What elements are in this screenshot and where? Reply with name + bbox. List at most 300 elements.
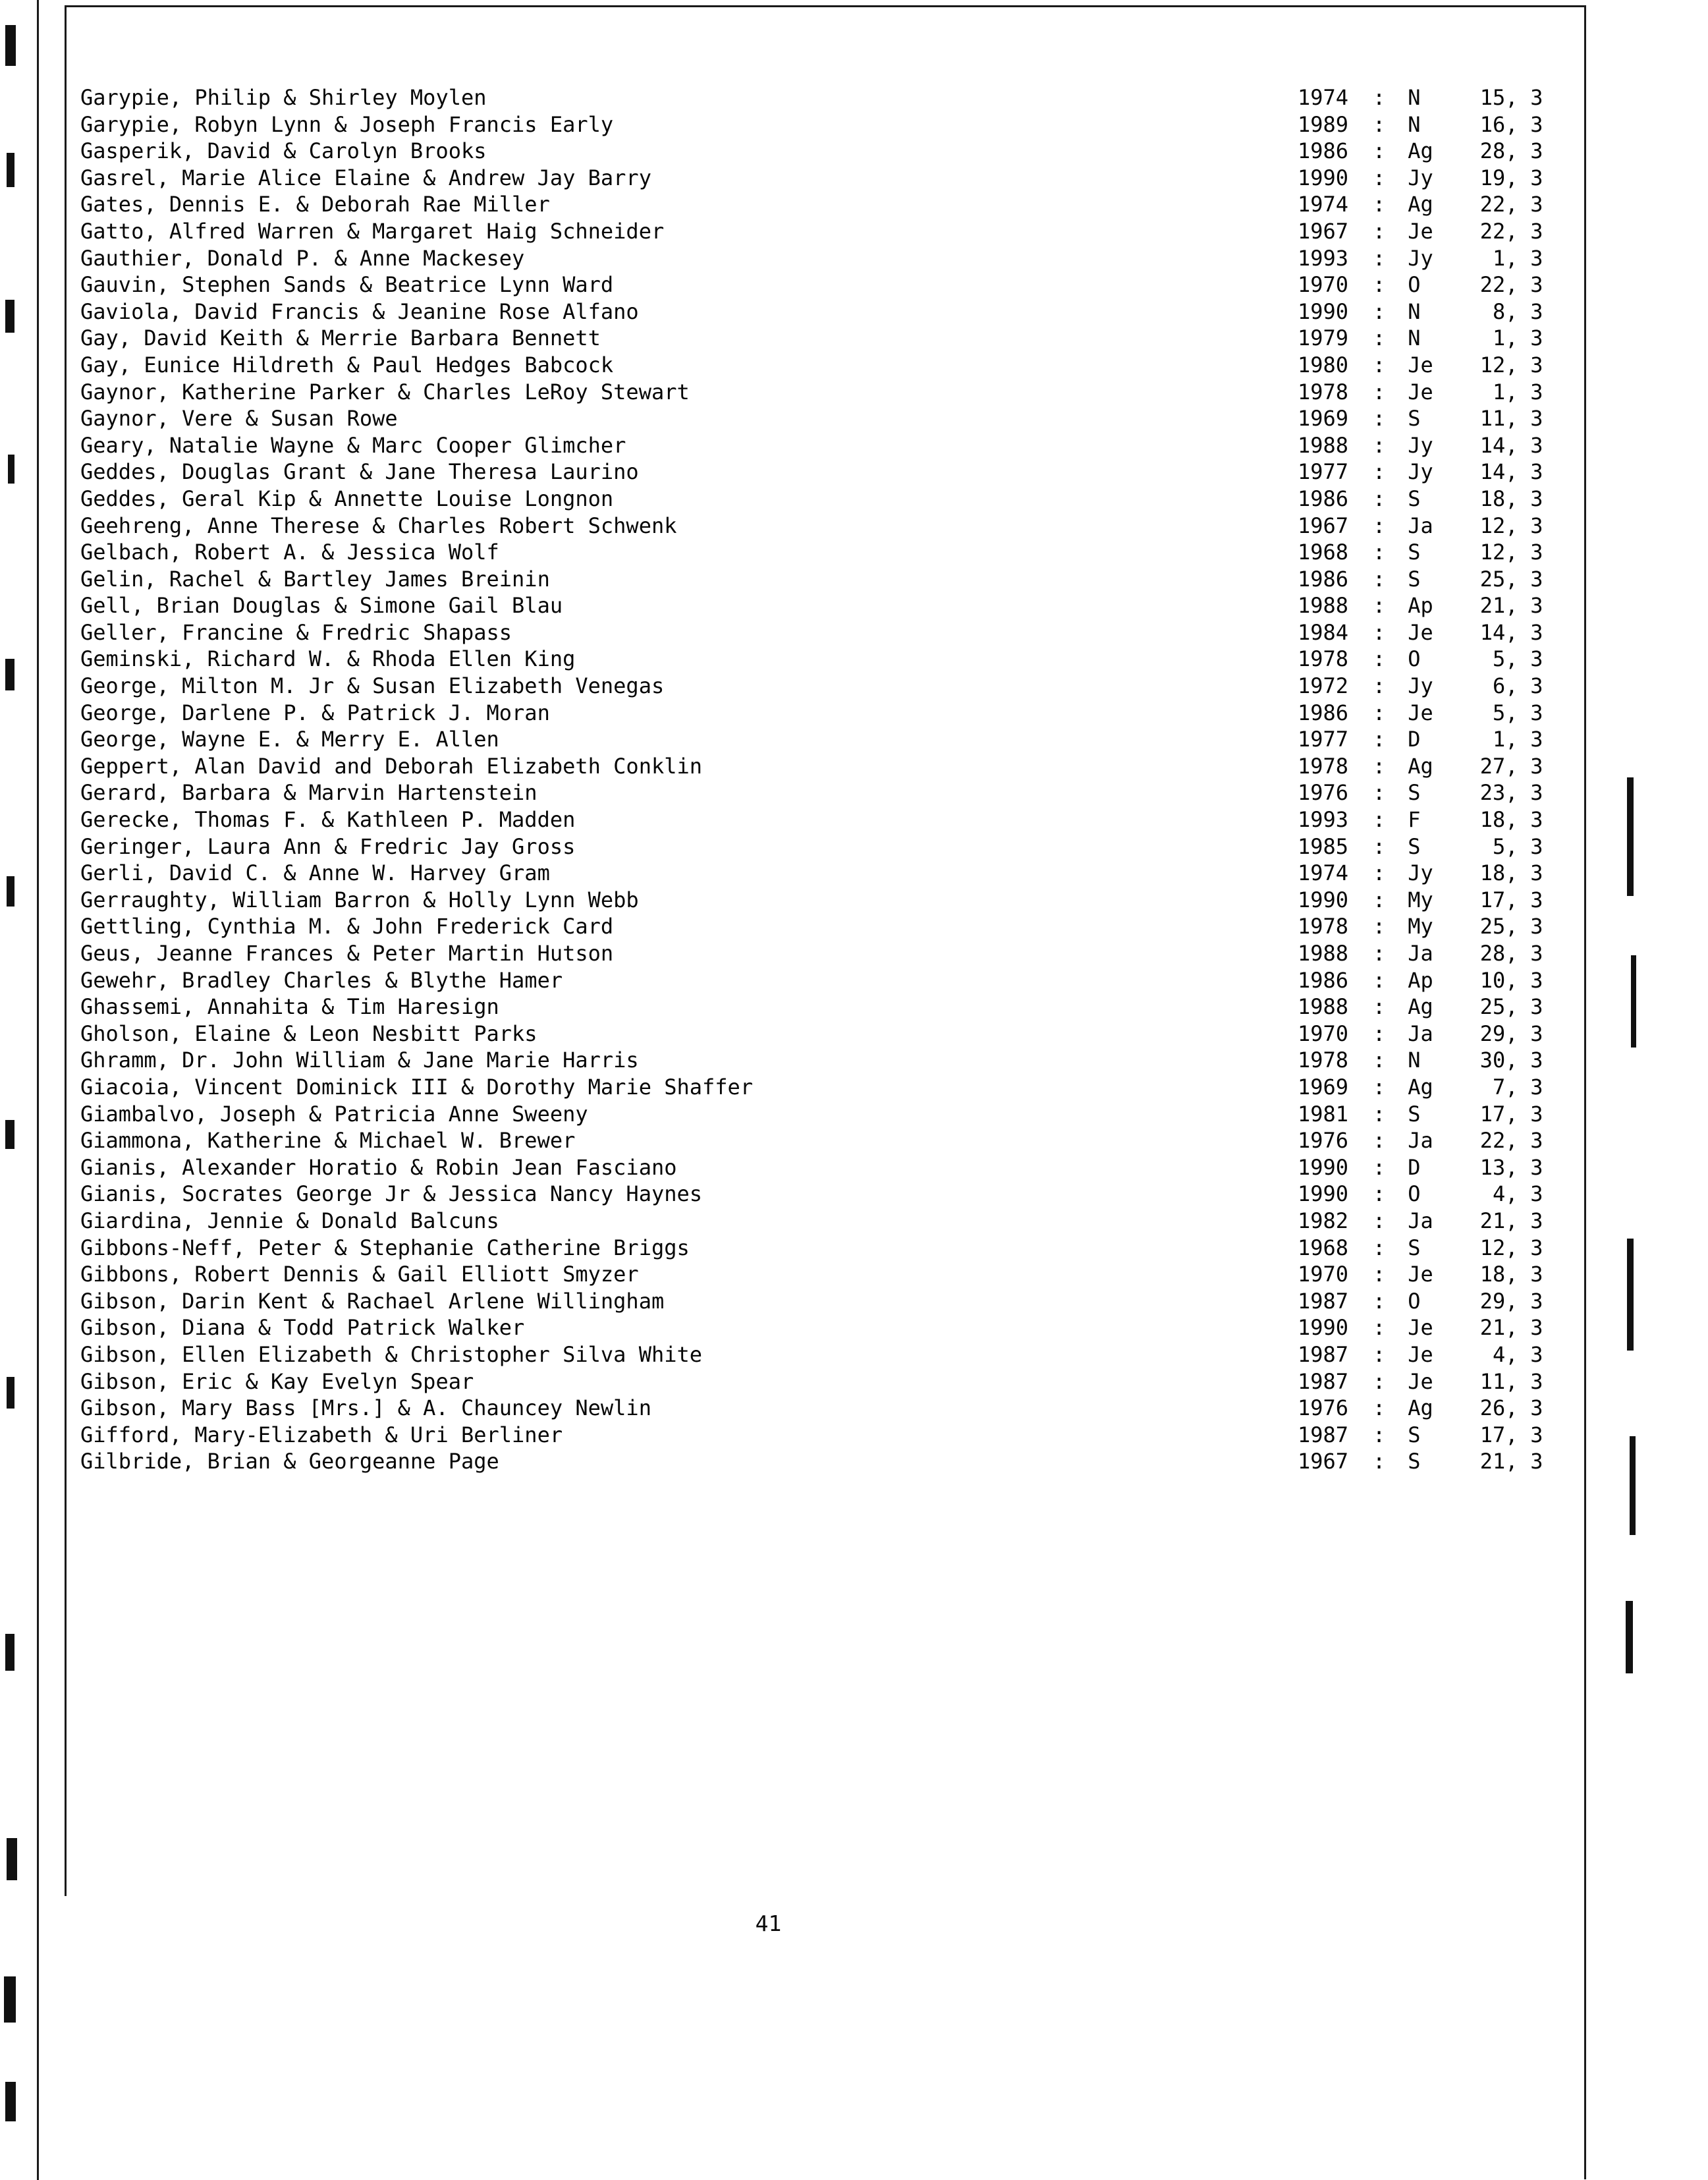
entry-date-separator: : (1373, 700, 1386, 725)
entry-month: Je (1408, 1341, 1433, 1367)
entry-date (1298, 1261, 1550, 1288)
entry-row (80, 833, 1615, 860)
entry-row (80, 1074, 1615, 1101)
entry-name: Gerard, Barbara & Marvin Hartenstein (80, 780, 537, 806)
entry-day-separator: , (1505, 1181, 1518, 1207)
entry-name: Gerli, David C. & Anne W. Harvey Gram (80, 860, 550, 886)
entry-month: O (1408, 272, 1421, 298)
entry-month: N (1408, 111, 1421, 137)
entry-day: 6 (1493, 673, 1506, 699)
entry-date-separator: : (1373, 727, 1386, 752)
entry-date-separator: : (1373, 298, 1386, 324)
entry-year: 1980 (1298, 352, 1349, 377)
entry-day: 18 (1479, 1262, 1506, 1287)
entry-date-separator: : (1373, 887, 1386, 912)
entry-day-separator: , (1505, 941, 1518, 966)
entry-row (80, 646, 1615, 673)
entry-month: Ap (1408, 967, 1433, 993)
entry-day: 17 (1479, 1422, 1506, 1447)
entry-date (1298, 459, 1550, 486)
entry-section: 3 (1530, 513, 1543, 538)
entry-day-separator: , (1505, 1341, 1518, 1367)
entry-name: Gaviola, David Francis & Jeanine Rose Alfano (80, 298, 639, 324)
entry-list (80, 84, 1615, 1475)
entry-month: Je (1408, 379, 1433, 405)
entry-date (1298, 138, 1550, 165)
entry-section: 3 (1530, 432, 1543, 458)
entry-date-separator: : (1373, 1101, 1386, 1127)
entry-section: 3 (1530, 1020, 1543, 1046)
entry-day-separator: , (1505, 887, 1518, 912)
entry-row (80, 1020, 1615, 1048)
entry-row (80, 1288, 1615, 1315)
entry-date (1298, 352, 1550, 379)
entry-date (1298, 726, 1550, 753)
entry-date-separator: : (1373, 1208, 1386, 1233)
entry-month: O (1408, 1288, 1421, 1314)
entry-date-separator: : (1373, 245, 1386, 271)
entry-name: Geddes, Douglas Grant & Jane Theresa Laurino (80, 459, 639, 485)
entry-name: Gifford, Mary-Elizabeth & Uri Berliner (80, 1422, 563, 1447)
entry-month: D (1408, 1154, 1421, 1180)
entry-date-separator: : (1373, 673, 1386, 699)
entry-year: 1978 (1298, 914, 1349, 939)
entry-date (1298, 1422, 1550, 1449)
entry-row (80, 1314, 1615, 1341)
entry-date-separator: : (1373, 1422, 1386, 1447)
entry-row (80, 566, 1615, 593)
entry-name: Gibson, Diana & Todd Patrick Walker (80, 1315, 525, 1341)
entry-name: Gibson, Mary Bass [Mrs.] & A. Chauncey Newlin (80, 1395, 651, 1421)
entry-day-separator: , (1505, 1288, 1518, 1314)
entry-month: Jy (1408, 245, 1433, 271)
entry-day: 12 (1479, 513, 1506, 538)
entry-year: 1993 (1298, 807, 1349, 833)
entry-date-separator: : (1373, 406, 1386, 432)
entry-section: 3 (1530, 325, 1543, 351)
entry-month: Ag (1408, 1074, 1433, 1100)
entry-name: Gibson, Ellen Elizabeth & Christopher Silva White (80, 1341, 703, 1367)
entry-day-separator: , (1505, 513, 1518, 538)
entry-date (1298, 753, 1550, 780)
entry-month: Je (1408, 700, 1433, 725)
entry-date-separator: : (1373, 540, 1386, 565)
entry-year: 1987 (1298, 1341, 1349, 1367)
entry-month: S (1408, 780, 1421, 806)
entry-year: 1967 (1298, 513, 1349, 538)
entry-date-separator: : (1373, 192, 1386, 217)
entry-month: Ja (1408, 1020, 1433, 1046)
entry-day-separator: , (1505, 700, 1518, 725)
entry-month: N (1408, 298, 1421, 324)
entry-year: 1970 (1298, 1262, 1349, 1287)
entry-day-separator: , (1505, 1235, 1518, 1260)
entry-name: Garypie, Philip & Shirley Moylen (80, 85, 487, 110)
entry-name: Gibbons-Neff, Peter & Stephanie Catherine Briggs (80, 1235, 690, 1260)
entry-day: 22 (1479, 1128, 1506, 1154)
entry-year: 1989 (1298, 111, 1349, 137)
entry-day-separator: , (1505, 192, 1518, 217)
entry-name: Gell, Brian Douglas & Simone Gail Blau (80, 593, 563, 619)
entry-month: S (1408, 486, 1421, 511)
entry-date (1298, 1448, 1550, 1475)
entry-month: Jy (1408, 432, 1433, 458)
entry-month: N (1408, 325, 1421, 351)
entry-section: 3 (1530, 1181, 1543, 1207)
entry-name: Gerraughty, William Barron & Holly Lynn Webb (80, 887, 639, 912)
entry-day-separator: , (1505, 540, 1518, 565)
entry-month: Ag (1408, 1395, 1433, 1421)
entry-date-separator: : (1373, 325, 1386, 351)
entry-day-separator: , (1505, 833, 1518, 859)
entry-name: Geppert, Alan David and Deborah Elizabeth Conklin (80, 753, 703, 779)
entry-month: Ag (1408, 994, 1433, 1020)
entry-year: 1981 (1298, 1101, 1349, 1127)
entry-name: Gauthier, Donald P. & Anne Mackesey (80, 245, 525, 271)
entry-day-separator: , (1505, 566, 1518, 592)
entry-day: 12 (1479, 352, 1506, 377)
entry-date-separator: : (1373, 914, 1386, 939)
entry-month: S (1408, 1449, 1421, 1474)
entry-row (80, 887, 1615, 914)
entry-name: Gay, David Keith & Merrie Barbara Bennett (80, 325, 601, 351)
entry-row (80, 1181, 1615, 1208)
entry-date-separator: : (1373, 138, 1386, 164)
entry-row (80, 111, 1615, 138)
entry-day-separator: , (1505, 1395, 1518, 1421)
entry-section: 3 (1530, 1154, 1543, 1180)
entry-section: 3 (1530, 111, 1543, 137)
entry-day-separator: , (1505, 1262, 1518, 1287)
entry-section: 3 (1530, 1288, 1543, 1314)
entry-name: Giacoia, Vincent Dominick III & Dorothy Marie Shaffer (80, 1074, 754, 1100)
entry-section: 3 (1530, 914, 1543, 939)
entry-day-separator: , (1505, 325, 1518, 351)
entry-section: 3 (1530, 1341, 1543, 1367)
entry-row (80, 1235, 1615, 1262)
entry-month: D (1408, 727, 1421, 752)
entry-date-separator: : (1373, 1074, 1386, 1100)
entry-date-separator: : (1373, 566, 1386, 592)
entry-date (1298, 486, 1550, 513)
entry-month: Je (1408, 1368, 1433, 1394)
entry-section: 3 (1530, 1208, 1543, 1233)
entry-month: Ja (1408, 941, 1433, 966)
entry-date-separator: : (1373, 593, 1386, 619)
entry-date (1298, 271, 1550, 298)
entry-year: 1977 (1298, 727, 1349, 752)
entry-day-separator: , (1505, 1154, 1518, 1180)
entry-day-separator: , (1505, 673, 1518, 699)
entry-day: 1 (1493, 727, 1506, 752)
entry-day-separator: , (1505, 1368, 1518, 1394)
entry-section: 3 (1530, 406, 1543, 432)
entry-section: 3 (1530, 459, 1543, 485)
entry-section: 3 (1530, 1262, 1543, 1287)
entry-day: 26 (1479, 1395, 1506, 1421)
entry-year: 1978 (1298, 646, 1349, 672)
entry-year: 1984 (1298, 619, 1349, 645)
entry-row (80, 1154, 1615, 1181)
entry-day-separator: , (1505, 593, 1518, 619)
entry-date-separator: : (1373, 1341, 1386, 1367)
entry-section: 3 (1530, 994, 1543, 1020)
entry-day: 28 (1479, 941, 1506, 966)
entry-date-separator: : (1373, 994, 1386, 1020)
entry-section: 3 (1530, 85, 1543, 110)
entry-day: 14 (1479, 432, 1506, 458)
entry-row (80, 432, 1615, 459)
entry-name: Giardina, Jennie & Donald Balcuns (80, 1208, 499, 1233)
entry-month: S (1408, 406, 1421, 432)
entry-date (1298, 993, 1550, 1020)
entry-row (80, 459, 1615, 486)
entry-section: 3 (1530, 1235, 1543, 1260)
entry-day-separator: , (1505, 860, 1518, 886)
entry-day-separator: , (1505, 165, 1518, 190)
entry-date (1298, 1208, 1550, 1235)
entry-row (80, 1101, 1615, 1128)
entry-day-separator: , (1505, 111, 1518, 137)
entry-section: 3 (1530, 486, 1543, 511)
entry-date-separator: : (1373, 272, 1386, 298)
entry-row (80, 592, 1615, 619)
entry-row (80, 218, 1615, 245)
entry-row (80, 1395, 1615, 1422)
entry-name: Geehreng, Anne Therese & Charles Robert Schwenk (80, 513, 677, 538)
entry-day-separator: , (1505, 1128, 1518, 1154)
entry-month: Je (1408, 1262, 1433, 1287)
entry-year: 1987 (1298, 1288, 1349, 1314)
entry-month: S (1408, 566, 1421, 592)
entry-date (1298, 860, 1550, 887)
entry-date (1298, 432, 1550, 459)
entry-row (80, 379, 1615, 406)
entry-year: 1990 (1298, 887, 1349, 912)
entry-name: Gates, Dennis E. & Deborah Rae Miller (80, 192, 550, 217)
entry-day-separator: , (1505, 646, 1518, 672)
entry-day-separator: , (1505, 753, 1518, 779)
entry-row (80, 1422, 1615, 1449)
entry-day-separator: , (1505, 298, 1518, 324)
entry-year: 1988 (1298, 593, 1349, 619)
entry-day-separator: , (1505, 406, 1518, 432)
entry-section: 3 (1530, 833, 1543, 859)
entry-year: 1970 (1298, 1020, 1349, 1046)
entry-date (1298, 218, 1550, 245)
entry-date-separator: : (1373, 218, 1386, 244)
entry-day: 22 (1479, 218, 1506, 244)
entry-year: 1976 (1298, 780, 1349, 806)
entry-date-separator: : (1373, 1395, 1386, 1421)
entry-month: Jy (1408, 459, 1433, 485)
entry-day: 15 (1479, 85, 1506, 110)
entry-day-separator: , (1505, 994, 1518, 1020)
entry-day: 17 (1479, 887, 1506, 912)
entry-name: Gewehr, Bradley Charles & Blythe Hamer (80, 967, 563, 993)
entry-date (1298, 1341, 1550, 1368)
entry-year: 1987 (1298, 1422, 1349, 1447)
entry-day: 21 (1479, 593, 1506, 619)
entry-section: 3 (1530, 1395, 1543, 1421)
entry-section: 3 (1530, 860, 1543, 886)
entry-row (80, 191, 1615, 218)
entry-date (1298, 913, 1550, 940)
entry-section: 3 (1530, 192, 1543, 217)
entry-name: Geringer, Laura Ann & Fredric Jay Gross (80, 833, 576, 859)
entry-date (1298, 405, 1550, 432)
entry-year: 1969 (1298, 406, 1349, 432)
entry-section: 3 (1530, 1128, 1543, 1154)
entry-row (80, 913, 1615, 940)
entry-month: S (1408, 540, 1421, 565)
entry-date (1298, 940, 1550, 967)
entry-date-separator: : (1373, 1288, 1386, 1314)
entry-row (80, 138, 1615, 165)
entry-year: 1976 (1298, 1395, 1349, 1421)
entry-year: 1986 (1298, 138, 1349, 164)
entry-row (80, 1127, 1615, 1154)
entry-month: My (1408, 887, 1433, 912)
entry-year: 1978 (1298, 1048, 1349, 1073)
entry-date-separator: : (1373, 1128, 1386, 1154)
entry-date (1298, 539, 1550, 566)
entry-day: 25 (1479, 994, 1506, 1020)
entry-section: 3 (1530, 298, 1543, 324)
entry-date-separator: : (1373, 619, 1386, 645)
entry-section: 3 (1530, 566, 1543, 592)
entry-date (1298, 1154, 1550, 1181)
entry-year: 1990 (1298, 298, 1349, 324)
entry-section: 3 (1530, 1422, 1543, 1447)
entry-day: 18 (1479, 486, 1506, 511)
entry-day: 12 (1479, 540, 1506, 565)
entry-month: Jy (1408, 673, 1433, 699)
entry-year: 1967 (1298, 1449, 1349, 1474)
entry-day-separator: , (1505, 1101, 1518, 1127)
entry-day: 5 (1493, 646, 1506, 672)
entry-year: 1986 (1298, 486, 1349, 511)
entry-year: 1979 (1298, 325, 1349, 351)
entry-date (1298, 1101, 1550, 1128)
entry-date-separator: : (1373, 165, 1386, 190)
entry-date (1298, 833, 1550, 860)
entry-date (1298, 566, 1550, 593)
entry-date-separator: : (1373, 1154, 1386, 1180)
entry-day: 22 (1479, 272, 1506, 298)
entry-name: Geddes, Geral Kip & Annette Louise Longnon (80, 486, 614, 511)
entry-date (1298, 1395, 1550, 1422)
entry-section: 3 (1530, 1048, 1543, 1073)
entry-date (1298, 513, 1550, 540)
entry-section: 3 (1530, 700, 1543, 725)
entry-date-separator: : (1373, 1181, 1386, 1207)
entry-day-separator: , (1505, 218, 1518, 244)
entry-year: 1988 (1298, 941, 1349, 966)
entry-year: 1978 (1298, 753, 1349, 779)
entry-row (80, 1047, 1615, 1074)
entry-day-separator: , (1505, 432, 1518, 458)
entry-month: Je (1408, 352, 1433, 377)
entry-year: 1976 (1298, 1128, 1349, 1154)
entry-month: Ag (1408, 138, 1433, 164)
entry-month: S (1408, 833, 1421, 859)
entry-day: 10 (1479, 967, 1506, 993)
entry-date (1298, 245, 1550, 272)
entry-day: 30 (1479, 1048, 1506, 1073)
entry-section: 3 (1530, 540, 1543, 565)
entry-month: Ja (1408, 1208, 1433, 1233)
entry-date-separator: : (1373, 753, 1386, 779)
entry-day: 28 (1479, 138, 1506, 164)
entry-month: O (1408, 1181, 1421, 1207)
entry-section: 3 (1530, 1368, 1543, 1394)
entry-name: Geller, Francine & Fredric Shapass (80, 619, 512, 645)
entry-day: 1 (1493, 325, 1506, 351)
entry-row (80, 1341, 1615, 1368)
entry-day-separator: , (1505, 914, 1518, 939)
entry-year: 1990 (1298, 1154, 1349, 1180)
entry-name: Garypie, Robyn Lynn & Joseph Francis Early (80, 111, 614, 137)
entry-name: Gibbons, Robert Dennis & Gail Elliott Smyzer (80, 1262, 639, 1287)
entry-year: 1990 (1298, 1181, 1349, 1207)
entry-year: 1972 (1298, 673, 1349, 699)
entry-name: Gatto, Alfred Warren & Margaret Haig Schneider (80, 218, 665, 244)
entry-day: 12 (1479, 1235, 1506, 1260)
entry-month: Je (1408, 1315, 1433, 1341)
entry-month: Ag (1408, 753, 1433, 779)
entry-day: 5 (1493, 833, 1506, 859)
entry-day-separator: , (1505, 1074, 1518, 1100)
entry-section: 3 (1530, 967, 1543, 993)
entry-date-separator: : (1373, 941, 1386, 966)
entry-year: 1990 (1298, 1315, 1349, 1341)
entry-day: 4 (1493, 1181, 1506, 1207)
entry-year: 1977 (1298, 459, 1349, 485)
entry-day-separator: , (1505, 1048, 1518, 1073)
entry-row (80, 726, 1615, 753)
entry-date (1298, 887, 1550, 914)
entry-name: Gianis, Alexander Horatio & Robin Jean Fasciano (80, 1154, 677, 1180)
entry-row (80, 673, 1615, 700)
entry-day-separator: , (1505, 1020, 1518, 1046)
entry-year: 1969 (1298, 1074, 1349, 1100)
entry-row (80, 700, 1615, 727)
entry-date (1298, 700, 1550, 727)
entry-section: 3 (1530, 245, 1543, 271)
entry-year: 1986 (1298, 967, 1349, 993)
entry-date-separator: : (1373, 646, 1386, 672)
entry-year: 1985 (1298, 833, 1349, 859)
entry-month: Ag (1408, 192, 1433, 217)
entry-name: Gibson, Darin Kent & Rachael Arlene Willingham (80, 1288, 665, 1314)
entry-name: Geary, Natalie Wayne & Marc Cooper Glimcher (80, 432, 626, 458)
entry-name: Gianis, Socrates George Jr & Jessica Nancy Haynes (80, 1181, 703, 1207)
entry-date-separator: : (1373, 1262, 1386, 1287)
entry-date-separator: : (1373, 833, 1386, 859)
entry-row (80, 165, 1615, 192)
entry-date (1298, 1314, 1550, 1341)
entry-name: Geus, Jeanne Frances & Peter Martin Hutson (80, 941, 614, 966)
entry-day: 1 (1493, 245, 1506, 271)
entry-row (80, 619, 1615, 646)
entry-day-separator: , (1505, 727, 1518, 752)
entry-month: S (1408, 1235, 1421, 1260)
entry-row (80, 940, 1615, 967)
entry-date (1298, 1074, 1550, 1101)
entry-row (80, 993, 1615, 1020)
entry-name: Gholson, Elaine & Leon Nesbitt Parks (80, 1020, 537, 1046)
